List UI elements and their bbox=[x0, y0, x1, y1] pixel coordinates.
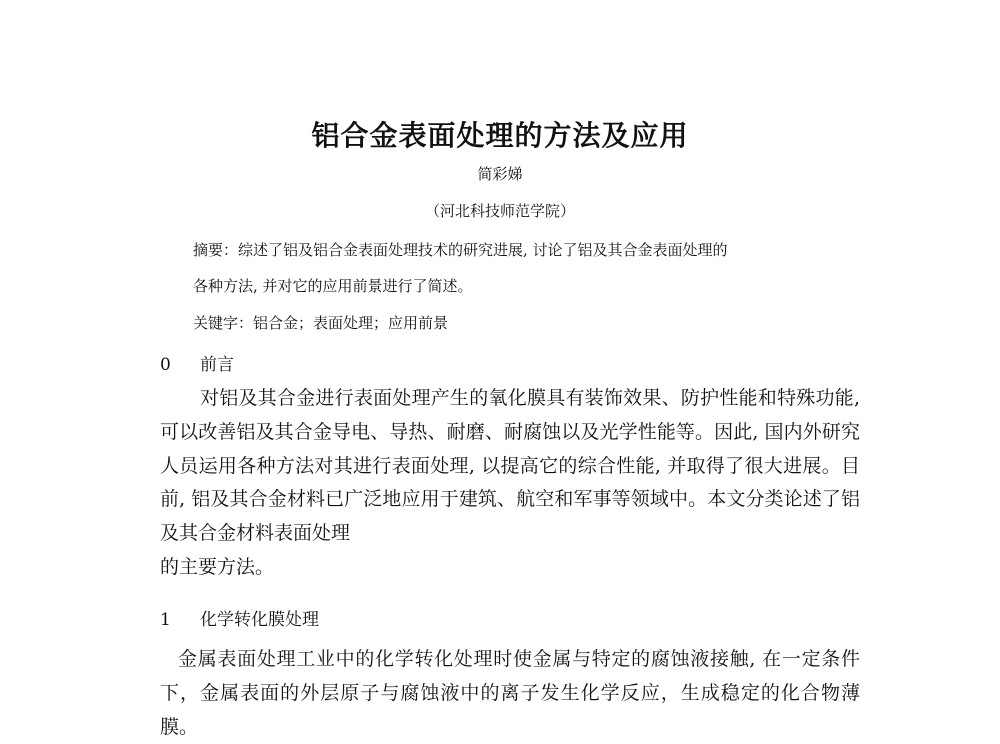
section-number: 0 bbox=[160, 355, 171, 375]
abstract-text-1: 综述了铝及铝合金表面处理技术的研究进展, 讨论了铝及其合金表面处理的 bbox=[238, 241, 728, 259]
author-affiliation: （河北科技师范学院） bbox=[424, 202, 575, 220]
body-paragraph: 的主要方法。 bbox=[160, 555, 275, 578]
section-heading-intro bbox=[160, 350, 234, 375]
paper-title: 铝合金表面处理的方法及应用 bbox=[311, 119, 689, 152]
section-heading-chemical-conversion bbox=[160, 605, 319, 630]
keywords-block bbox=[193, 312, 843, 333]
keywords-text: 铝合金；表面处理；应用前景 bbox=[253, 314, 449, 332]
abstract-label: 摘要： bbox=[193, 241, 239, 259]
chemical-conversion-body bbox=[160, 643, 860, 744]
body-paragraph: 金属表面处理工业中的化学转化处理时使金属与特定的腐蚀液接触, 在一定条件下，金属表面的外层原子与腐蚀液中的离子发生化学反应，生成稳定的化合物薄膜。 bbox=[160, 648, 860, 738]
abstract-line-1 bbox=[193, 232, 843, 268]
keywords-label: 关键字： bbox=[193, 314, 254, 332]
section-number: 1 bbox=[160, 610, 171, 630]
abstract-block bbox=[193, 232, 843, 304]
section-title: 前言 bbox=[200, 355, 234, 375]
abstract-line-2: 各种方法, 并对它的应用前景进行了简述。 bbox=[193, 277, 473, 295]
author-name: 简彩娣 bbox=[477, 165, 523, 183]
intro-body bbox=[160, 382, 860, 585]
body-paragraph: 对铝及其合金进行表面处理产生的氧化膜具有装饰效果、防护性能和特殊功能, 可以改善铝及其合金导电、导热、耐磨、耐腐蚀以及光学性能等。因此, 国内外研究人员运用各种方法对其进行表面处理, 以提高它的综合性能, 并取得了很大进展。目前, 铝及其合金材料已广泛地应用于建筑、航空和军事等领域中。本文分类论述了铝及其合金材料表面处理 bbox=[160, 387, 860, 545]
section-title: 化学转化膜处理 bbox=[200, 610, 319, 630]
